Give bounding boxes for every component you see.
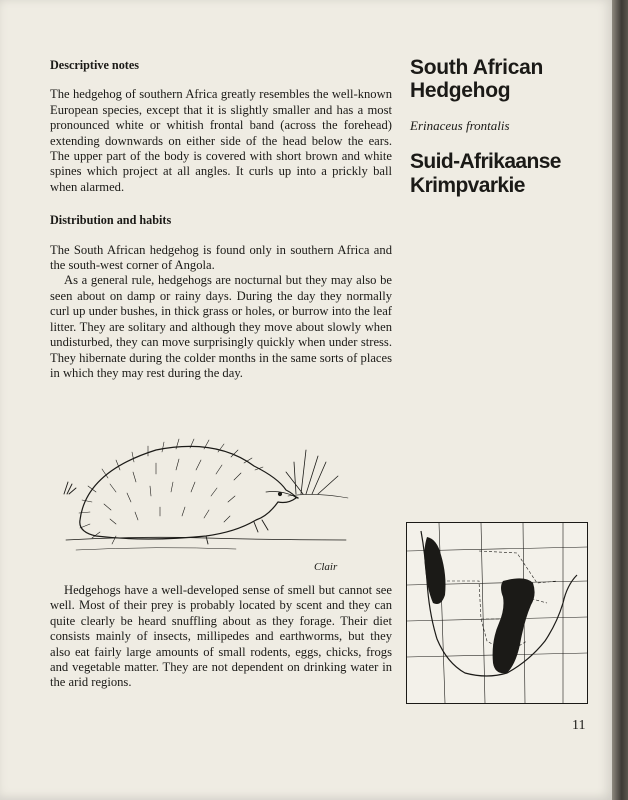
page-edge <box>612 0 628 800</box>
distribution-paragraph-3: Hedgehogs have a well-developed sense of smell but cannot see well. Most of their prey is probably located by scent and they can quite clearly be heard snuffling about as they forage. Their diet consists mainly of insects, millipedes and earthworms, but they also eat fairly large amounts of small rodents, eggs, chicks, frogs and vegetable matter. They are not dependent on drinking water in the arid regions. <box>50 583 392 690</box>
english-title: South African Hedgehog <box>410 56 543 102</box>
text-column <box>50 58 392 381</box>
descriptive-notes-heading: Descriptive notes <box>50 58 140 72</box>
descriptive-notes-text: The hedgehog of southern Africa greatly resembles the well-known European species, except that it is slightly smaller and has a most pronounced white or whitish frontal band (across the forehead) extending downwards on either side of the head below the ears. The upper part of the body is covered with short brown and white spines which project at all angles. It curls up into a prickly ball when alarmed. <box>50 87 392 194</box>
distribution-paragraph-2: As a general rule, hedgehogs are nocturnal but they may also be seen about on damp or rainy days. During the day they normally curl up under bushes, in thick grass or holes, or burrow into the leaf litter. They are solitary and although they move about slowly when undisturbed, they can move surprisingly quickly when under stress. They hibernate during the colder months in the same sorts of places in which they may rest during the day. <box>50 273 392 380</box>
afrikaans-title: Suid-Afrikaanse Krimpvarkie <box>410 150 561 197</box>
scientific-name: Erinaceus frontalis <box>410 118 510 133</box>
distribution-heading: Distribution and habits <box>50 213 172 228</box>
distribution-map-icon <box>406 522 588 704</box>
distribution-paragraph-1: The South African hedgehog is found only in southern Africa and the south-west corner of Angola. <box>50 242 392 273</box>
page-number: 11 <box>572 718 586 733</box>
artist-signature: Clair <box>314 561 338 573</box>
hedgehog-illustration-icon <box>56 432 356 577</box>
